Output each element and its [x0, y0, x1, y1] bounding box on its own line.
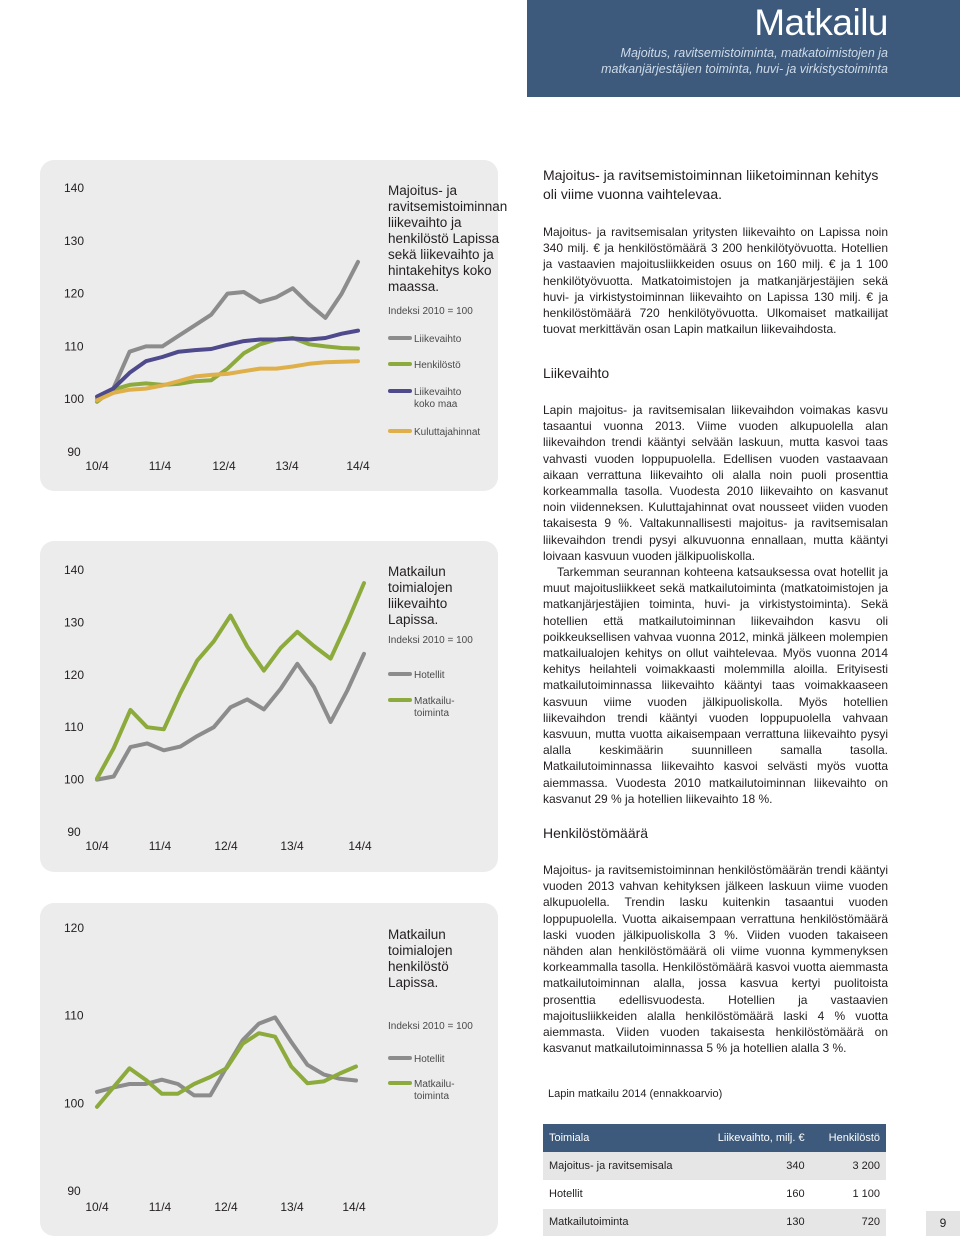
legend-label: Matkailu-toiminta	[414, 1079, 455, 1102]
x-tick-label: 10/4	[85, 839, 109, 853]
y-tick-label: 140	[63, 563, 85, 577]
chart3-title: Matkailun toimialojen henkilöstö Lapissa.	[388, 927, 453, 990]
summary-table	[543, 1124, 886, 1236]
x-tick-label: 10/4	[85, 1200, 109, 1214]
x-tick-label: 13/4	[275, 459, 299, 473]
legend-label: Hotellit	[414, 1054, 445, 1065]
table-cell: 340	[693, 1152, 811, 1180]
chart3-legend-hotellit	[388, 1056, 445, 1066]
chart3-legend-matkailu	[388, 1079, 455, 1103]
y-tick-label: 90	[67, 825, 81, 839]
y-tick-label: 120	[63, 667, 85, 682]
chart2-legend-matkailu	[388, 696, 455, 720]
x-tick-label: 12/4	[212, 459, 236, 473]
y-tick-label: 110	[64, 720, 84, 735]
x-tick-label: 11/4	[148, 459, 172, 473]
chart2-title: Matkailun toimialojen liikevaihto Lapissa.	[388, 564, 453, 627]
y-tick-label: 110	[64, 339, 84, 354]
chart1-note: Indeksi 2010 = 100	[388, 306, 473, 317]
paragraph: Lapin majoitus- ja ravitsemisalan liikevaihdon voimakas kasvu tasaantui vuonna 2013. Viime vuoden alkupuolella alan liikevaihdon trendi kääntyi selvään laskuun, mutta kasvoi taas vahvasti vuoden loppupuolella. Edellisen vuoden vastaavaan aikaan verrattuna liikevaihto oli alalla noin puoli prosenttia korkeammalla tasolla. Vuodesta 2010 liikevaihto on kasvanut noin viidenneksen. Kuluttajahinnat ovat nousseet viiden vuoden takaisesta 9 %. Valtakunnallisesti majoitus- ja ravitsemisalan liikevaihdon trendi pysyi alkuvuonna ennallaan, mutta kääntyi loivaan kasvuun vuoden jälkipuoliskolla.	[543, 403, 888, 563]
x-tick-label: 14/4	[348, 839, 372, 853]
section-heading-liikevaihto: Liikevaihto	[543, 365, 610, 381]
y-tick-label: 100	[63, 1096, 85, 1111]
section-liikevaihto-body	[543, 402, 888, 807]
chart1-title: Majoitus- ja ravitsemistoiminnan liikevaihto ja henkilöstö Lapissa sekä liikevaihto ja hintakehitys koko maassa.	[388, 183, 508, 294]
y-tick-label: 130	[63, 615, 85, 630]
chart1-legend-henkilosto	[388, 362, 461, 372]
x-tick-label: 14/4	[346, 459, 370, 473]
x-tick-label: 13/4	[280, 1200, 304, 1214]
page-title: Matkailu	[754, 2, 888, 43]
table-cell: Hotellit	[543, 1180, 693, 1208]
chart1-legend-liikevaihto	[388, 336, 461, 346]
paragraph: Majoitus- ja ravitsemistoiminnan henkilöstömäärän trendi kääntyi vuoden 2013 vahvan kehityksen jälkeen laskuun viime vuoden alkupuolella. Trendin lasku kuitenkin tasaantui vuoden loppupuolella. Vuotta aikaisempaan verrattuna henkilöstömäärä laski vuoden jälkipuoliskolla 3 %. Viiden vuoden takaiseen nähden alan henkilöstömäärä oli viime vuonna kymmenyksen korkeammalla tasolla. Henkilöstömäärä kasvoi vuotta aiemmasta matkailutoiminnan alalla, jossa kasvua kertyi puolitoista prosenttia edellisvuodesta. Hotellien ja vastaavien majoitusliikkeiden alalla henkilöstömäärä laski 4 % vuotta aiemmasta. Viiden vuoden takaisesta henkilöstömäärä on kasvanut matkailutoiminnassa 5 % ja hotellien alalla 3 %.	[543, 863, 888, 1056]
table-cell: Matkailutoiminta	[543, 1208, 693, 1236]
y-tick-label: 140	[63, 181, 85, 195]
legend-label: Kuluttajahinnat	[414, 427, 481, 438]
chart1-legend-koko-maa	[388, 387, 462, 411]
legend-label: Liikevaihto	[414, 334, 462, 345]
chart3-note: Indeksi 2010 = 100	[388, 1021, 473, 1032]
y-tick-label: 100	[63, 772, 85, 787]
y-tick-label: 100	[63, 392, 85, 407]
table-header-cell: Henkilöstö	[811, 1124, 886, 1152]
y-tick-label: 130	[63, 233, 85, 248]
y-tick-label: 120	[63, 921, 85, 935]
x-tick-label: 12/4	[214, 1200, 238, 1214]
section-heading-henkilostomaara: Henkilöstömäärä	[543, 825, 649, 841]
y-tick-label: 110	[64, 1008, 84, 1023]
page-number: 9	[926, 1211, 960, 1236]
x-tick-label: 13/4	[280, 839, 304, 853]
x-tick-label: 11/4	[148, 1200, 172, 1214]
legend-label: Henkilöstö	[414, 360, 461, 371]
table-row	[543, 1152, 886, 1180]
y-tick-label: 90	[67, 445, 81, 459]
legend-label: Liikevaihto koko maa	[414, 387, 462, 410]
intro-heading: Majoitus- ja ravitsemistoiminnan liiketoiminnan kehitys oli viime vuonna vaihtelevaa.	[543, 167, 879, 202]
chart2-legend-hotellit	[388, 672, 445, 682]
table-cell: 3 200	[811, 1152, 886, 1180]
intro-paragraph	[543, 224, 888, 337]
page-subtitle: Majoitus, ravitsemistoiminta, matkatoimistojen ja matkanjärjestäjien toiminta, huvi- ja virkistystoiminta	[601, 46, 888, 76]
legend-label: Hotellit	[414, 670, 445, 681]
legend-label: Matkailu-toiminta	[414, 696, 455, 719]
table-cell: Majoitus- ja ravitsemisala	[543, 1152, 693, 1180]
table-title: Lapin matkailu 2014 (ennakkoarvio)	[548, 1088, 723, 1100]
table-header-row	[543, 1124, 886, 1152]
x-tick-label: 14/4	[342, 1200, 366, 1214]
table-cell: 130	[693, 1208, 811, 1236]
table-cell: 720	[811, 1208, 886, 1236]
x-tick-label: 11/4	[148, 839, 172, 853]
section-henkilosto-body	[543, 862, 888, 1056]
page-header	[527, 0, 960, 97]
y-tick-label: 120	[63, 286, 85, 301]
table-header-cell: Liikevaihto, milj. €	[693, 1124, 811, 1152]
table-cell: 1 100	[811, 1180, 886, 1208]
series-line-matkailu-toiminta	[97, 583, 364, 779]
paragraph: Tarkemman seurannan kohteena katsauksessa ovat hotellit ja muut majoitusliikkeet sekä matkailutoiminta (matkatoimistojen ja matkanjärjestäjien toiminta, huvi- ja virkistystoiminta). Sekä hotellien että matkailutoiminnan liikevaihdon kasvu oli poikkeuksellisen vahvaa vuonna 2012, minkä jälkeen molempien matkailualojen kehitys on ollut vaihtelevaa. Myös vuonna 2014 kehitys heilahteli voimakkaasti molemmilla aloilla. Erityisesti matkailutoiminnassa liikevaihto kääntyi taas voimakkaaseen kasvuun viime vuoden jälkipuoliskolla. Myös hotellien liikevaihdon trendi kääntyi vuoden loppupuolella vahvaan kasvuun, mutta vuotta aikaisempaan verrattuna liikevaihto pysyi alalla keskimäärin suunnilleen samalla tasolla. Matkailutoiminnassa liikevaihto kasvoi selvästi myös vuotta aiemmassa. Vuodesta 2010 matkailutoiminnan liikevaihto on kasvanut 29 % ja hotellien liikevaihto 18 %.	[543, 565, 888, 806]
table-row	[543, 1208, 886, 1236]
intro-text: Majoitus- ja ravitsemisalan yritysten liikevaihto on Lapissa noin 340 milj. € ja henkilöstömäärä 3 200 henkilötyövuotta. Hotellien ja vastaavien majoitusliikkeiden osuus on 160 milj. € ja 1 100 henkilötyövuotta. Matkatoimistojen ja matkanjärjestäjien sekä huvi- ja virkistystoiminnan liikevaihto on Lapissa 130 milj. € ja henkilöstömäärä 720 henkilötyövuotta. Ulkomaiset matkailijat tuovat merkittävän osan Lapin matkailun liikevaihdosta.	[543, 225, 888, 337]
x-tick-label: 10/4	[85, 459, 109, 473]
chart2-note: Indeksi 2010 = 100	[388, 635, 473, 646]
x-tick-label: 12/4	[214, 839, 238, 853]
table-cell: 160	[693, 1180, 811, 1208]
y-tick-label: 90	[67, 1184, 81, 1198]
table-row	[543, 1180, 886, 1208]
chart1-legend-kuluttajahinnat	[388, 429, 480, 439]
table-header-cell: Toimiala	[543, 1124, 693, 1152]
series-line-liikevaihto	[97, 262, 358, 399]
